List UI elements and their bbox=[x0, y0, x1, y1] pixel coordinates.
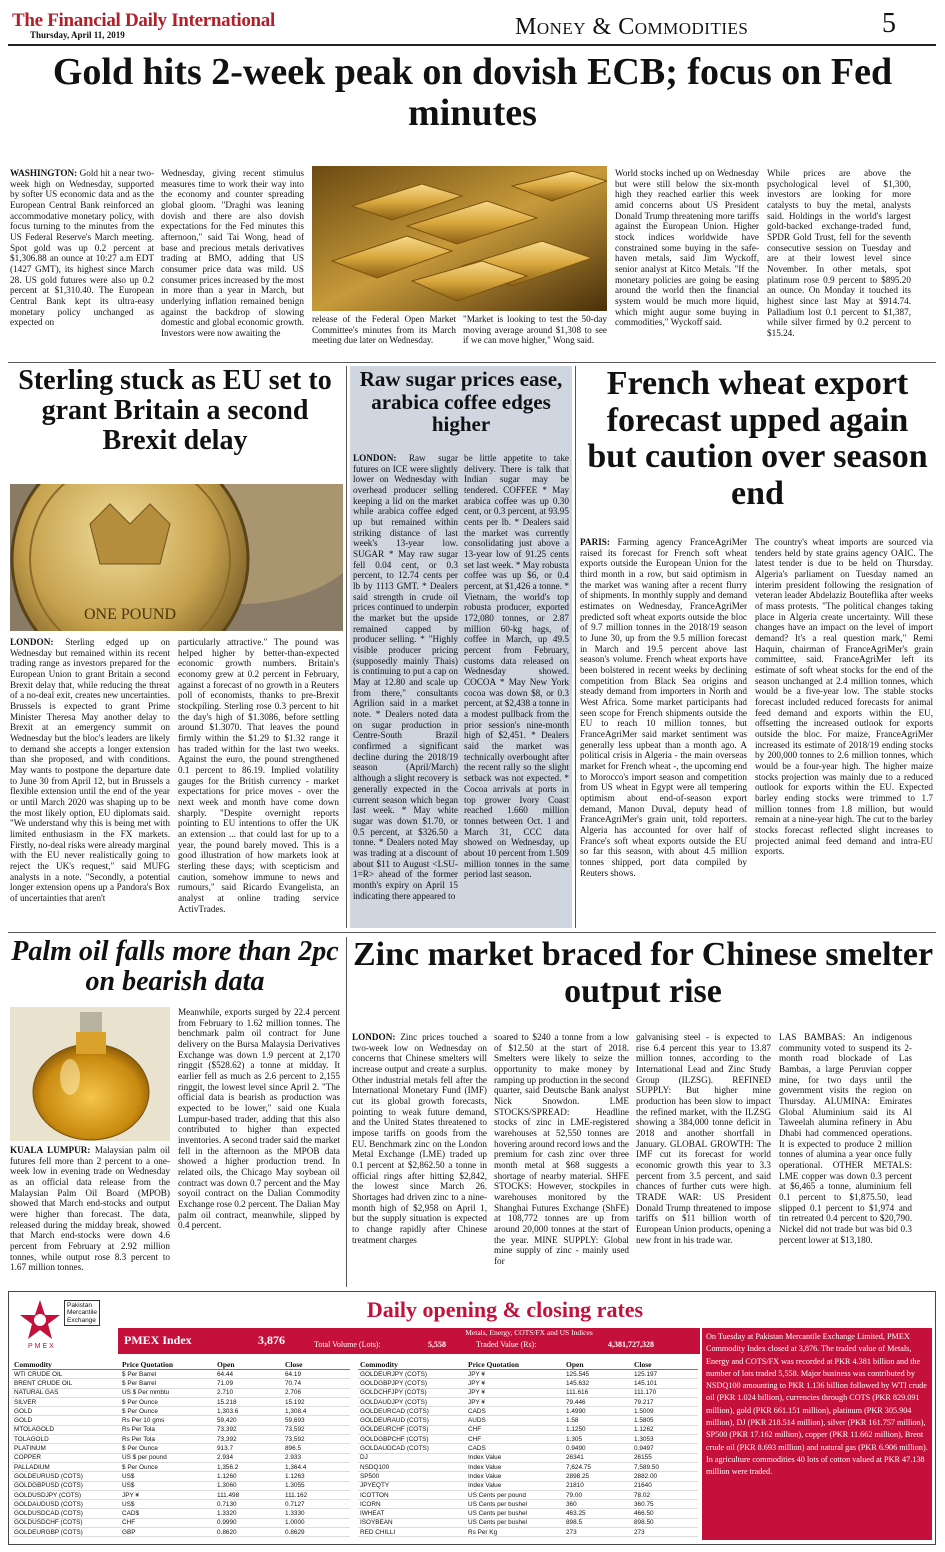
commodity-cell: COPPER bbox=[12, 1453, 120, 1462]
close-cell: 0.8629 bbox=[283, 1528, 350, 1537]
table-row bbox=[12, 1370, 350, 1379]
table-row bbox=[358, 1500, 698, 1509]
gold-col-4: "Market is looking to test the 50-day moving average around $1,308 to see if we can move higher," Wong said. bbox=[463, 314, 607, 346]
logo-line-3: Exchange bbox=[67, 1316, 96, 1324]
table-row bbox=[358, 1379, 698, 1388]
palm-col-1 bbox=[10, 1145, 170, 1285]
commodity-cell: JPYEQTY bbox=[358, 1481, 466, 1490]
quotation-cell: Index Value bbox=[466, 1472, 564, 1481]
zinc-headline: Zinc market braced for Chinese smelter output rise bbox=[352, 936, 934, 1010]
pound-coin-photo bbox=[10, 484, 343, 631]
sterling-col-1-text: Sterling edged up on Wednesday but remained within its recent trading range as investors prepared for the European Union to grant Britain a second Brexit delay that, while reducing the threat of a no-deal exit, creates new uncertainties. Brussels is expected to grant Prime Minister Theresa May another delay to Brexit at an emergency summit on Wednesday but the bloc's leaders are likely to demand she accepts a longer extension than she proposed, and with conditions. May wants to postpone the departure date to June 30 from April 12, but in Brussels a flexible extension until the end of the year or until March 2020 was shaping up to be the most likely option, EU diplomats said. "We understand why this is being met with limited enthusiasm in the FX markets. Firstly, no-deal risks were already marginal with the EU never realistically going to reject the UK's request," said MUFG analysts in a note. "Secondly, a potential longer extension opens up a Pandora's Box of uncertainties that aren't bbox=[10, 637, 170, 904]
quotation-cell: Index Value bbox=[466, 1462, 564, 1471]
quotation-cell: US $ per pound bbox=[120, 1453, 215, 1462]
divider bbox=[8, 932, 936, 933]
open-cell: 1.4990 bbox=[564, 1407, 632, 1416]
open-cell: 125.545 bbox=[564, 1370, 632, 1379]
wheat-col-2: The country's wheat imports are sourced via tenders held by state grains agency OAIC. The latest tender is due to be held on Thursday. Algeria's parliament on Tuesday named an interim president following the resignation of veteran leader Abdelaziz Bouteflika after weeks of mass protests. "The political changes taking place in Algeria create uncertainty. Will these changes have an impact on the level of import demand? It's a real question mark," Remi Haquin, chairman of FranceAgriMer's grain committee, said. FranceAgriMer left its estimate of soft wheat stocks for the end of the season unchanged at 2.4 million tonnes, which would be a five-year low. The stable stocks forecast included reduced forecasts for animal feed demand and exports within the EU, offsetting the increased outlook for exports outside the bloc. For maize, FranceAgriMer increased its estimate of 2018/19 ending stocks by 200,000 tonnes to 2.6 million tonnes, which would be a four-year high. The higher maize stocks projection was mainly due to a reduced outlook for exports within the EU. Expected barley ending stocks were trimmed to 1.7 million tonnes from 1.8 million, but would remain at a nine-year high. The cut to the barley stocks forecast reflected slight increases to projected animal feed demand and intra-EU exports. bbox=[755, 537, 933, 857]
open-cell: 21810 bbox=[564, 1481, 632, 1490]
zinc-col-4: LAS BAMBAS: An indigenous community voted to suspend its 2-month road blockade of Las Bambas, a large Peruvian copper mine, for two days until the government visits the region on Thursday. ALUMINA: Emirates Global Aluminium said its Al Taweelah alumina refinery in Abu Dhabi had commenced operations. It is expected to produce 2 million tonnes of alumina a year once fully operational. OTHER METALS: LME copper was down 0.3 percent at $6,465 a tonne, aluminium fell 0.1 percent to $1,875.50, lead slipped 0.1 percent to $1,974 and tin retreated 0.4 percent to $20,790. Nickel did not trade but was bid 0.3 percent lower at $13,180. bbox=[779, 1032, 912, 1245]
close-cell: 21640 bbox=[632, 1481, 698, 1490]
rates-banner: Daily opening & closing rates bbox=[310, 1296, 700, 1324]
table-header-row bbox=[12, 1360, 350, 1370]
divider bbox=[346, 366, 347, 928]
quotation-cell: US Cents per bushel bbox=[466, 1518, 564, 1527]
quotation-cell: CHF bbox=[120, 1518, 215, 1527]
close-cell: 7,589.50 bbox=[632, 1462, 698, 1471]
quotation-cell: Rs Per Kg bbox=[466, 1528, 564, 1537]
paper-name: The Financial Daily International bbox=[12, 10, 275, 31]
palm-headline: Palm oil falls more than 2pc on bearish data bbox=[11, 936, 339, 998]
pmex-summary-note: On Tuesday at Pakistan Mercantile Exchange Limited, PMEX Commodity Index closed at 3,876. The traded value of Metals, Energy and COTS/FX was recorded at PKR 4.381 billion and the number of lots traded 5,558. Major business was contributed by NSDQ100 amounting to PKR 1.136 billion followed by WTI crude oil (PKR 1.024 billion), currencies through COTS (PKR 829.091 million), gold (PKR 661.151 million), platinum (PKR 305.904 million), DJ (PKR 218.514 million), silver (PKR 161.757 million), SP500 (PKR 17.162 million), copper (PKR 11.662 million), Brent crude oil (PKR 8.693 million) and natural gas (PKR 6.906 million). In agriculture commodities 40 lots of cotton valued at PKR 47.138 million were traded. bbox=[702, 1328, 932, 1540]
sterling-dateline: LONDON: bbox=[10, 637, 54, 647]
commodity-cell: IWHEAT bbox=[358, 1509, 466, 1518]
rates-table-left bbox=[12, 1360, 350, 1537]
quotation-cell: JPY ¥ bbox=[466, 1388, 564, 1397]
open-cell: 1.1260 bbox=[215, 1472, 283, 1481]
zinc-col-2: soared to $240 a tonne from a low of $12.50 at the start of 2018. Smelters were likely to seize the opportunity to make money by ramping up production in the second quarter, said Deutsche Bank analyst Nick Snowdon. LME STOCKS/SPREAD: Headline stocks of zinc in LME-registered warehouses at 52,550 tonnes are hovering around record lows and the premium for cash zinc over three month metal at $68 suggests a shortage of nearby material. SHFE STOCKS: However, stockpiles in warehouses monitored by the Shanghai Futures Exchange (ShFE) at 108,772 tonnes are up from around 20,000 tonnes at the start of the year. MINE SUPPLY: Global mine supply of zinc - mainly used for bbox=[494, 1032, 629, 1267]
pmex-index-bar bbox=[118, 1328, 700, 1354]
rates-right-body bbox=[358, 1370, 698, 1537]
quotation-cell: JPY ¥ bbox=[466, 1379, 564, 1388]
open-cell: 1.3060 bbox=[215, 1481, 283, 1490]
open-cell: 145.632 bbox=[564, 1379, 632, 1388]
wheat-col-1-text: Farming agency FranceAgriMer raised its forecast for French soft wheat exports outside the European Union for the third month in a row, but said optimism in the market was waning after a recent flurry of shipments. In monthly supply and demand estimates on Wednesday, FranceAgriMer predicted soft wheat exports outside the bloc of 9.7 million tonnes in the 2018/19 season to June 30, up from the 9.5 million forecast in March and 19.5 percent above last season's volume. French wheat exports have been bolstered in recent weeks by declining competition from Black Sea origins and steady demand from importers in North and West Africa. Some market participants had seen scope for French shipments outside the EU to reach 10 million tonnes, but FranceAgriMer said market sentiment was generally less upbeat than a month ago. A political crisis in Algeria - the main overseas market for French wheat -, the upcoming end to Morocco's import season and competition from US wheat in Egypt were all tempering optimism about end-of-season export demand, Manon Duval, deputy head of FranceAgriMer's grain unit, told reporters. Algeria has accounted for over half of France's soft wheat exports outside the EU so far this season, with about 4.5 million tonnes shipped, port data compiled by Reuters shows. bbox=[580, 537, 747, 878]
quotation-cell: JPY ¥ bbox=[466, 1370, 564, 1379]
gold-col-2: Wednesday, giving recent stimulus measures time to work their way into the economy and counter spreading global gloom. "Draghi was leaning dovish and there are also dovish expectations for the Fed minutes this afternoon," said Tai Wong, head of base and precious metals derivatives trading at BMO, adding that US consumer price data was mild. US consumer prices increased by the most in more than a year in March, but underlying inflation remained benign against the backdrop of slowing domestic and global economic growth. Investors were now awaiting the bbox=[161, 168, 304, 339]
commodity-cell: PLATINUM bbox=[12, 1444, 120, 1453]
quotation-cell: US Cents per bushel bbox=[466, 1509, 564, 1518]
logo-line-2: Mercantile bbox=[67, 1309, 97, 1317]
open-cell: 59,420 bbox=[215, 1416, 283, 1425]
index-value: 3,876 bbox=[258, 1333, 285, 1347]
close-cell: 2.933 bbox=[283, 1453, 350, 1462]
open-cell: 1.1250 bbox=[564, 1425, 632, 1434]
close-cell: 1.1263 bbox=[283, 1472, 350, 1481]
commodity-cell: PALLADIUM bbox=[12, 1462, 120, 1471]
page-number: 5 bbox=[882, 8, 896, 39]
divider bbox=[575, 366, 576, 928]
sugar-col-2: be little appetite to take delivery. There is talk that Indian sugar may be tendered. COFFEE * May arabica coffee was up 0.30 cent, or 0.3 percent, at 93.95 cents per lb. * Dealers said the market was currently consolidating just above a 13-year low of 91.25 cents set last week. * May robusta coffee was up $6, or 0.4 percent, at $1,426 a tonne. * Vietnam, the world's top robusta producer, exported 172,080 tonnes, or 2.87 million 60-kg bags, of coffee in March, up 49.5 percent from February, customs data released on Wednesday showed. COCOA * May New York cocoa was down $8, or 0.3 percent, at $2,438 a tonne in a modest pullback from the prior session's nine-month high of $2,451. * Dealers said the market was technically overbought after the recent rally so the slight setback was not expected. * Cocoa arrivals at ports in top grower Ivory Coast reached 1.660 million tonnes between Oct. 1 and March 31, CCC data showed on Wednesday, up about 10 percent from 1.509 million tonnes in the same period last season. bbox=[464, 453, 569, 880]
commodity-cell: GOLDEURUSD (COTS) bbox=[12, 1472, 120, 1481]
quotation-cell: Index Value bbox=[466, 1481, 564, 1490]
quotation-cell: $ Per Barrel bbox=[120, 1379, 215, 1388]
commodity-cell: SP500 bbox=[358, 1472, 466, 1481]
quotation-cell: US Cents per pound bbox=[466, 1490, 564, 1499]
quotation-cell: CHF bbox=[466, 1425, 564, 1434]
gold-col-1 bbox=[10, 168, 154, 356]
col-price-quotation: Price Quotation bbox=[466, 1360, 564, 1370]
commodity-cell: DJ bbox=[358, 1453, 466, 1462]
col-commodity: Commodity bbox=[358, 1360, 466, 1370]
close-cell: 1.1262 bbox=[632, 1425, 698, 1434]
gold-dateline: WASHINGTON: bbox=[10, 168, 78, 178]
commodity-cell: ICOTTON bbox=[358, 1490, 466, 1499]
sugar-headline: Raw sugar prices ease, arabica coffee edges higher bbox=[359, 367, 563, 437]
table-row bbox=[358, 1370, 698, 1379]
open-cell: 64.44 bbox=[215, 1370, 283, 1379]
open-cell: 0.9990 bbox=[215, 1518, 283, 1527]
commodity-cell: GOLDUSDJPY (COTS) bbox=[12, 1490, 120, 1499]
open-cell: 15.218 bbox=[215, 1397, 283, 1406]
commodity-cell: MTOLAGOLD bbox=[12, 1425, 120, 1434]
quotation-cell: US$ bbox=[120, 1481, 215, 1490]
table-row bbox=[358, 1416, 698, 1425]
sterling-col-2: particularly attractive." The pound was helped higher by better-than-expected economic growth numbers. Britain's economy grew at 0.2 percent in February, against a forecast of no growth in a Reuters poll of economists, thanks to pre-Brexit stockpiling. Sterling rose 0.3 percent to hit the day's high of $1.3086, before settling around $1.3070. That leaves the pound firmly within the $1.29 to $1.32 range it has traded within for the last two weeks. Against the euro, the pound strengthened 0.1 percent to 86.19. Implied volatility gauges for the British currency - market expectations for price moves - over the next week and month have come down sharply. "Despite overnight reports pointing to EU intentions to offer the UK an extension ... that could last for up to a year, the pound barely moved. This is a good illustration of how markets look at sterling these days; with scepticism and caution, somehow immune to news and rumours," said Ricardo Evangelista, an analyst at online trading service ActivTrades. bbox=[178, 637, 339, 914]
open-cell: 463.25 bbox=[564, 1509, 632, 1518]
table-row bbox=[358, 1453, 698, 1462]
open-cell: 1,356.2 bbox=[215, 1462, 283, 1471]
rates-table-right bbox=[358, 1360, 698, 1537]
open-cell: 2.710 bbox=[215, 1388, 283, 1397]
pmex-emblem-icon bbox=[18, 1298, 62, 1342]
commodity-cell: GOLD bbox=[12, 1407, 120, 1416]
index-label: PMEX Index bbox=[124, 1333, 192, 1347]
close-cell: 2882.00 bbox=[632, 1472, 698, 1481]
table-row bbox=[358, 1472, 698, 1481]
open-cell: 71.09 bbox=[215, 1379, 283, 1388]
commodity-cell: GOLDCHFJPY (COTS) bbox=[358, 1388, 466, 1397]
section-title: Money & Commodities bbox=[515, 14, 749, 40]
gold-col-1-text: Gold hit a near two-week high on Wednesday, supported by softer US economic data and as the European Central Bank reinforced an accommodative monetary policy, with focus turning to the minutes from the US Federal Reserve's March meeting. Spot gold was up 0.2 percent at $1,306.88 an ounce at 10:27 a.m EDT (1427 GMT), its highest since March 28. US gold futures were also up 0.2 percent at $1,310.40. The European Central Bank kept its ultra-easy monetary policy unchanged as expected on bbox=[10, 168, 154, 328]
table-row bbox=[12, 1425, 350, 1434]
open-cell: 0.9490 bbox=[564, 1444, 632, 1453]
table-row bbox=[12, 1388, 350, 1397]
oil-bottle-icon bbox=[10, 1007, 170, 1141]
quotation-cell: Rs Per 10 gms bbox=[120, 1416, 215, 1425]
close-cell: 1.3330 bbox=[283, 1509, 350, 1518]
table-row bbox=[358, 1407, 698, 1416]
quotation-cell: JPY ¥ bbox=[120, 1490, 215, 1499]
sterling-headline: Sterling stuck as EU set to grant Britain a second Brexit delay bbox=[18, 365, 332, 457]
commodity-cell: ICORN bbox=[358, 1500, 466, 1509]
zinc-col-1 bbox=[352, 1032, 487, 1285]
commodity-cell: GOLDGBPUSD (COTS) bbox=[12, 1481, 120, 1490]
table-row bbox=[358, 1388, 698, 1397]
quotation-cell: CHF bbox=[466, 1435, 564, 1444]
table-row bbox=[12, 1481, 350, 1490]
quotation-cell: Index Value bbox=[466, 1453, 564, 1462]
quotation-cell: US $ Per mmbtu bbox=[120, 1388, 215, 1397]
gold-bars-photo bbox=[312, 166, 607, 311]
close-cell: 2.706 bbox=[283, 1388, 350, 1397]
sugar-col-1-text: Raw sugar futures on ICE were slightly lower on Wednesday with overhead producer selling keeping a lid on the market while arabica coffee edged up but remained within striking distance of last week's 13-year low. SUGAR * May raw sugar fell 0.04 cent, or 0.3 percent, to 12.74 cents per lb by 1113 GMT. * Dealers said strength in crude oil prices continued to underpin the market but the upside remained capped by producer selling. * "Highly visible producer pricing (supposedly mainly Thais) is continuing to put a cap on May at 12.80 and scale up from there," consultants Agrilion said in a market note. * Dealers noted data on sugar production in Centre-South Brazil confirmed a significant decline during the 2018/19 season (April/March) although a slight recovery is generally expected in the current season which began last week. * May white sugar was down $1.70, or 0.5 percent, at $326.50 a tonne. * Dealers noted May was trading at a discount of about $11 to August <LSU-1=R> ahead of the former month's expiry on April 15 indicating there appeared to bbox=[353, 453, 458, 901]
table-row bbox=[358, 1425, 698, 1434]
close-cell: 111.162 bbox=[283, 1490, 350, 1499]
palm-dateline: KUALA LUMPUR: bbox=[10, 1145, 91, 1155]
table-row bbox=[358, 1518, 698, 1527]
commodity-cell: GOLDEURCHF (COTS) bbox=[358, 1425, 466, 1434]
divider bbox=[8, 362, 936, 363]
close-cell: 1,364.4 bbox=[283, 1462, 350, 1471]
close-cell: 1.5009 bbox=[632, 1407, 698, 1416]
quotation-cell: US$ bbox=[120, 1472, 215, 1481]
gold-headline: Gold hits 2-week peak on dovish ECB; focus on Fed minutes bbox=[52, 51, 893, 135]
coin-inscription: ONE POUND bbox=[84, 606, 176, 623]
open-cell: 79.00 bbox=[564, 1490, 632, 1499]
table-row bbox=[12, 1435, 350, 1444]
sterling-col-1 bbox=[10, 637, 170, 927]
open-cell: 73,392 bbox=[215, 1435, 283, 1444]
zinc-col-1-text: Zinc prices touched a two-week low on Wednesday on concerns that Chinese smelters will increase output and create a surplus. Other industrial metals fell after the International Monetary Fund (IMF) cut its global growth forecasts, pointing to weak future demand, and the United States threatened to impose tariffs on goods from the EU. Benchmark zinc on the London Metal Exchange (LME) traded up 0.1 percent at $2,862.50 a tonne in official rings after hitting $2,842, the lowest since March 26. Shortages had driven zinc to a nine-month high of $2,958 on April 1, but the supply situation is expected to change rapidly after Chinese treatment charges bbox=[352, 1032, 487, 1245]
table-row bbox=[12, 1397, 350, 1406]
commodity-cell: GOLDEURCAD (COTS) bbox=[358, 1407, 466, 1416]
commodity-cell: GOLDUSDCAD (COTS) bbox=[12, 1509, 120, 1518]
logo-short: PMEX bbox=[28, 1343, 56, 1350]
commodity-cell: TOLAGOLD bbox=[12, 1435, 120, 1444]
quotation-cell: US Cents per bushel bbox=[466, 1500, 564, 1509]
pmex-logo bbox=[12, 1296, 112, 1354]
table-row bbox=[358, 1509, 698, 1518]
quotation-cell: Rs Per Tola bbox=[120, 1425, 215, 1434]
close-cell: 0.7127 bbox=[283, 1500, 350, 1509]
open-cell: 1,303.6 bbox=[215, 1407, 283, 1416]
open-cell: 111.616 bbox=[564, 1388, 632, 1397]
rates-left-body bbox=[12, 1370, 350, 1537]
close-cell: 111.170 bbox=[632, 1388, 698, 1397]
quotation-cell: $ Per Ounce bbox=[120, 1462, 215, 1471]
table-row bbox=[12, 1518, 350, 1527]
col-close: Close bbox=[283, 1360, 350, 1370]
close-cell: 898.50 bbox=[632, 1518, 698, 1527]
pound-coin-icon bbox=[10, 484, 343, 631]
table-row bbox=[12, 1416, 350, 1425]
open-cell: 26341 bbox=[564, 1453, 632, 1462]
wheat-headline: French wheat export forecast upped again but caution over season end bbox=[587, 365, 928, 513]
gold-col-5: World stocks inched up on Wednesday but were still below the six-month high they reached earlier this week amid concerns about US President Donald Trump threatening more tariffs against the European Union. Higher stock indices worldwide have constrained some buying in the safe-haven metals, said Jim Wyckoff, senior analyst at Kitco Metals. "If the monetary policies are going be easing around the world then the financial system would be much more liquid, which might augur some buying in commodities," Wyckoff said. bbox=[615, 168, 759, 328]
masthead-rule bbox=[8, 44, 936, 46]
quotation-cell: $ Per Barrel bbox=[120, 1370, 215, 1379]
commodity-cell: GOLDUSDCHF (COTS) bbox=[12, 1518, 120, 1527]
quotation-cell: Rs Per Tola bbox=[120, 1435, 215, 1444]
quotation-cell: GBP bbox=[120, 1528, 215, 1537]
gold-bars-icon bbox=[312, 166, 607, 311]
table-row bbox=[12, 1528, 350, 1537]
wheat-dateline: PARIS: bbox=[580, 537, 610, 547]
table-row bbox=[12, 1509, 350, 1518]
close-cell: 0.9497 bbox=[632, 1444, 698, 1453]
palm-col-1-text: Malaysian palm oil futures fell more than 2 percent to a one-week low in evening trade on Wednesday as an official data release from the Malaysian Palm Oil Board (MPOB) showed that March end-stocks and output were higher than forecast. The data, released during the midday break, showed that March end-stocks were down 4.6 percent from February at 2.92 million tonnes, while output rose 8.3 percent to 1.67 million tonnes. bbox=[10, 1145, 170, 1273]
open-cell: 79.446 bbox=[564, 1397, 632, 1406]
table-row bbox=[12, 1444, 350, 1453]
close-cell: 26155 bbox=[632, 1453, 698, 1462]
commodity-cell: GOLDAUDJPY (COTS) bbox=[358, 1397, 466, 1406]
rates-subtitle: Metals, Energy, COTS/FX and US Indices bbox=[465, 1328, 593, 1337]
open-cell: 73,392 bbox=[215, 1425, 283, 1434]
masthead bbox=[12, 10, 275, 40]
open-cell: 0.8620 bbox=[215, 1528, 283, 1537]
open-cell: 0.7130 bbox=[215, 1500, 283, 1509]
open-cell: 2.934 bbox=[215, 1453, 283, 1462]
close-cell: 360.75 bbox=[632, 1500, 698, 1509]
quotation-cell: JPY ¥ bbox=[466, 1397, 564, 1406]
table-row bbox=[12, 1453, 350, 1462]
commodity-cell: WTI CRUDE OIL bbox=[12, 1370, 120, 1379]
sugar-col-1 bbox=[353, 453, 458, 926]
close-cell: 1.0000 bbox=[283, 1518, 350, 1527]
col-open: Open bbox=[215, 1360, 283, 1370]
commodity-cell: BRENT CRUDE OIL bbox=[12, 1379, 120, 1388]
commodity-cell: NATURAL GAS bbox=[12, 1388, 120, 1397]
close-cell: 15.192 bbox=[283, 1397, 350, 1406]
close-cell: 466.50 bbox=[632, 1509, 698, 1518]
close-cell: 1.3055 bbox=[283, 1481, 350, 1490]
quotation-cell: AUDS bbox=[466, 1416, 564, 1425]
quotation-cell: $ Per Ounce bbox=[120, 1407, 215, 1416]
quotation-cell: CADS bbox=[466, 1444, 564, 1453]
quotation-cell: CAD$ bbox=[120, 1509, 215, 1518]
palm-oil-photo bbox=[10, 1007, 170, 1141]
commodity-cell: GOLDAUDCAD (COTS) bbox=[358, 1444, 466, 1453]
close-cell: 125.197 bbox=[632, 1370, 698, 1379]
open-cell: 898.5 bbox=[564, 1518, 632, 1527]
open-cell: 2898.25 bbox=[564, 1472, 632, 1481]
table-row bbox=[358, 1528, 698, 1537]
commodity-cell: GOLDEURJPY (COTS) bbox=[358, 1370, 466, 1379]
open-cell: 360 bbox=[564, 1500, 632, 1509]
table-row bbox=[12, 1407, 350, 1416]
commodity-cell: GOLDEURGBP (COTS) bbox=[12, 1528, 120, 1537]
traded-label: Traded Value (Rs): bbox=[476, 1340, 537, 1349]
table-row bbox=[358, 1397, 698, 1406]
commodity-cell: GOLDGBPCHF (COTS) bbox=[358, 1435, 466, 1444]
zinc-col-3: galvanising steel - is expected to rise 6.4 percent this year to 13.87 million tonnes, according to the International Lead and Zinc Study Group (ILZSG). REFINED SUPPLY: But higher mine production has been slow to impact the refined market, with the ILZSG showing a 384,000 tonne deficit in 2018 and another shortfall in January. GLOBAL GROWTH: The IMF cut its forecast for world economic growth this year to 3.3 percent from 3.5 percent, and said chances of further cuts were high. TRADE WAR: US President Donald Trump threatened to impose tariffs on $11 billion worth of European Union products, opening a new front in his trade war. bbox=[636, 1032, 771, 1245]
open-cell: 1.3320 bbox=[215, 1509, 283, 1518]
close-cell: 59,693 bbox=[283, 1416, 350, 1425]
logo-line-1: Pakistan bbox=[67, 1302, 92, 1309]
table-row bbox=[12, 1500, 350, 1509]
gold-col-3: release of the Federal Open Market Committee's minutes from its March meeting due later on Wednesday. bbox=[312, 314, 456, 346]
commodity-cell: GOLD bbox=[12, 1416, 120, 1425]
close-cell: 896.5 bbox=[283, 1444, 350, 1453]
quotation-cell: CADS bbox=[466, 1407, 564, 1416]
table-row bbox=[12, 1379, 350, 1388]
commodity-cell: NSDQ100 bbox=[358, 1462, 466, 1471]
close-cell: 73,592 bbox=[283, 1425, 350, 1434]
close-cell: 79.217 bbox=[632, 1397, 698, 1406]
table-row bbox=[358, 1435, 698, 1444]
traded-value: 4,381,727,328 bbox=[608, 1340, 654, 1349]
palm-col-2: Meanwhile, exports surged by 22.4 percent from February to 1.62 million tonnes. The benchmark palm oil contract for June delivery on the Bursa Malaysia Derivatives Exchange was down 1.9 percent at 2,170 ringgit ($528.62) a tonne at midday. It earlier fell as much as 2.6 percent to 2,155 ringgit, the lowest level since April 2. "The official data is bearish as production was expected to be lower," said one Kuala Lumpur-based trader, adding that this also contributed to higher than expected inventories. A second trader said the market fell in the afternoon as the MPOB data showed a higher production trend. In related oils, the Chicago May soybean oil contract was down 0.7 percent and the May soyoil contract on the Dalian Commodity Exchange rose 0.2 percent. The Dalian May palm oil contract, meanwhile, slipped by 0.4 percent. bbox=[178, 1007, 340, 1231]
close-cell: 145.101 bbox=[632, 1379, 698, 1388]
logo-text bbox=[64, 1300, 100, 1326]
table-row bbox=[358, 1490, 698, 1499]
close-cell: 1,308.4 bbox=[283, 1407, 350, 1416]
open-cell: 7,624.75 bbox=[564, 1462, 632, 1471]
commodity-cell: GOLDEURAUD (COTS) bbox=[358, 1416, 466, 1425]
commodity-cell: RED CHILLI bbox=[358, 1528, 466, 1537]
close-cell: 64.19 bbox=[283, 1370, 350, 1379]
close-cell: 78.02 bbox=[632, 1490, 698, 1499]
divider bbox=[346, 937, 347, 1287]
col-close: Close bbox=[632, 1360, 698, 1370]
open-cell: 1.58 bbox=[564, 1416, 632, 1425]
close-cell: 70.74 bbox=[283, 1379, 350, 1388]
commodity-cell: ISOYBEAN bbox=[358, 1518, 466, 1527]
close-cell: 1.5805 bbox=[632, 1416, 698, 1425]
commodity-cell: SILVER bbox=[12, 1397, 120, 1406]
col-price-quotation: Price Quotation bbox=[120, 1360, 215, 1370]
sugar-dateline: LONDON: bbox=[353, 453, 397, 463]
col-commodity: Commodity bbox=[12, 1360, 120, 1370]
table-row bbox=[12, 1490, 350, 1499]
close-cell: 1.3053 bbox=[632, 1435, 698, 1444]
quotation-cell: $ Per Ounce bbox=[120, 1444, 215, 1453]
table-row bbox=[358, 1481, 698, 1490]
volume-label: Total Volume (Lots): bbox=[314, 1340, 381, 1349]
open-cell: 111.498 bbox=[215, 1490, 283, 1499]
zinc-dateline: LONDON: bbox=[352, 1032, 396, 1042]
table-row bbox=[358, 1444, 698, 1453]
open-cell: 913.7 bbox=[215, 1444, 283, 1453]
commodity-cell: GOLDGBPJPY (COTS) bbox=[358, 1379, 466, 1388]
open-cell: 273 bbox=[564, 1528, 632, 1537]
quotation-cell: $ Per Ounce bbox=[120, 1397, 215, 1406]
commodity-cell: GOLDAUDUSD (COTS) bbox=[12, 1500, 120, 1509]
quotation-cell: US$ bbox=[120, 1500, 215, 1509]
close-cell: 273 bbox=[632, 1528, 698, 1537]
table-header-row bbox=[358, 1360, 698, 1370]
wheat-col-1 bbox=[580, 537, 747, 927]
table-row bbox=[358, 1462, 698, 1471]
col-open: Open bbox=[564, 1360, 632, 1370]
gold-col-6: While prices are above the psychological level of $1,300, investors are looking for more catalysts to buy the metal, analysts said. Holdings in the world's largest gold-backed exchange-traded fund, SPDR Gold Trust, fell for the seventh consecutive session on Tuesday and are at their lowest level since November. In other metals, spot platinum rose 0.9 percent to $895.20 an ounce. On Monday it touched its highest since last May at $914.74. Palladium lost 0.1 percent to $1,387, while silver firmed by 0.2 percent to $15.24. bbox=[767, 168, 911, 339]
table-row bbox=[12, 1462, 350, 1471]
open-cell: 1.305 bbox=[564, 1435, 632, 1444]
volume-value: 5,558 bbox=[428, 1340, 446, 1349]
close-cell: 73,592 bbox=[283, 1435, 350, 1444]
table-row bbox=[12, 1472, 350, 1481]
issue-date: Thursday, April 11, 2019 bbox=[30, 30, 125, 40]
